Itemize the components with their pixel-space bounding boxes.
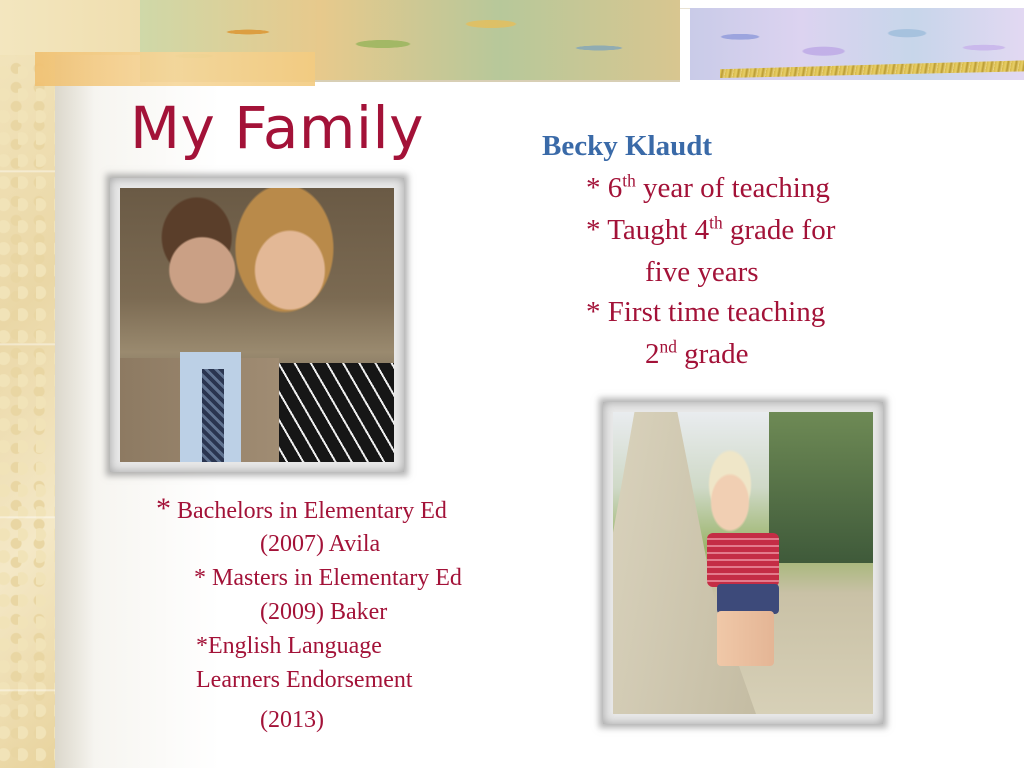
bio-item-text: grade for bbox=[722, 214, 836, 246]
education-line bbox=[156, 492, 447, 526]
bio-item bbox=[645, 256, 759, 289]
education-line: *English Language bbox=[196, 633, 382, 659]
bio-item-text: five years bbox=[645, 256, 759, 288]
bio-item bbox=[586, 172, 830, 205]
photo-child-legs bbox=[717, 611, 774, 665]
bio-item-text: * First time teaching bbox=[586, 296, 826, 328]
education-line: Learners Endorsement bbox=[196, 667, 413, 693]
education-line: (2013) bbox=[260, 707, 324, 733]
couple-photo bbox=[120, 188, 394, 462]
bio-item bbox=[586, 214, 835, 247]
bio-item-text: year of teaching bbox=[635, 172, 830, 204]
education-line: (2009) Baker bbox=[260, 599, 388, 625]
education-text: Bachelors in Elementary Ed bbox=[177, 498, 447, 524]
bio-item-sup: th bbox=[622, 170, 636, 191]
bio-item-text: * Taught 4 bbox=[586, 214, 710, 246]
photo-tie bbox=[202, 369, 224, 462]
education-line: (2007) Avila bbox=[260, 531, 381, 557]
bullet-star: * bbox=[156, 492, 171, 525]
photo-child-shirt bbox=[707, 533, 780, 587]
bio-item-sup: th bbox=[709, 212, 723, 233]
photo-dress bbox=[279, 363, 394, 462]
education-line: * Masters in Elementary Ed bbox=[194, 565, 462, 591]
bio-item-text: * 6 bbox=[586, 172, 623, 204]
photo-child-shorts bbox=[717, 584, 779, 614]
slide-title: My Family bbox=[130, 94, 424, 162]
bio-name: Becky Klaudt bbox=[542, 130, 712, 162]
banner-gold-strip bbox=[35, 52, 315, 86]
bio-item-text: grade bbox=[676, 338, 749, 370]
bio-item-text: 2 bbox=[645, 338, 660, 370]
parchment-border bbox=[0, 0, 55, 768]
bio-item-sup: nd bbox=[659, 336, 677, 357]
photo-playhouse bbox=[769, 412, 873, 563]
bio-item bbox=[645, 338, 749, 371]
border-shadow bbox=[55, 0, 95, 768]
decorative-banner bbox=[0, 0, 1024, 90]
child-photo-frame bbox=[603, 402, 883, 724]
child-photo bbox=[613, 412, 873, 714]
couple-photo-frame bbox=[110, 178, 404, 472]
bio-item bbox=[586, 296, 825, 329]
